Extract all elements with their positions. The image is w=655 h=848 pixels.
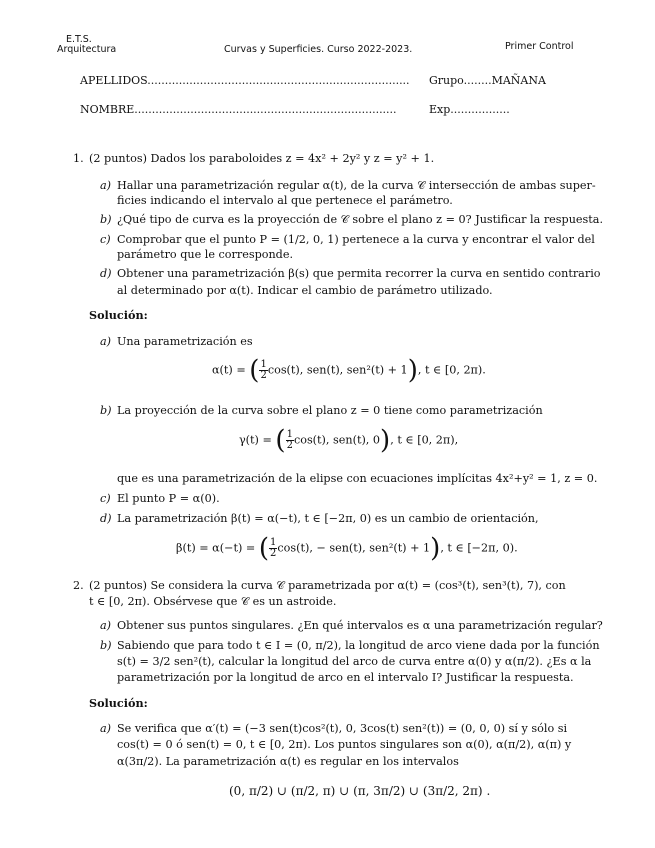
exp-field: Exp................. [429, 103, 510, 116]
eq-d-rparen: ) [430, 533, 441, 564]
problem1-number: 1. [73, 152, 84, 165]
p2-item-b-label: b) [100, 639, 112, 652]
p1-item-d-line2: al determinado por α(t). Indicar el cambio de parámetro utilizado. [117, 284, 493, 297]
eq-a-rparen: ) [407, 355, 418, 386]
p2-item-b-line1: Sabiendo que para todo t ∈ I = (0, π/2), la longitud de arco viene dada por la función [117, 639, 600, 652]
p2-sol-a-line2: cos(t) = 0 ó sen(t) = 0, t ∈ [0, 2π). Los puntos singulares son α(0), α(π/2), α(π) y [117, 738, 572, 751]
problem1-intro: (2 puntos) Dados los paraboloides z = 4x² + 2y² y z = y² + 1. [89, 152, 435, 165]
p1-sol-d-equation [176, 533, 518, 564]
p1-item-c-label: c) [100, 233, 111, 246]
intervals-period: . [486, 784, 491, 798]
eq-d-fraction: $\frac{1}{2}$ [269, 537, 277, 559]
p1-sol-c-text: El punto P = α(0). [117, 492, 220, 505]
p1-sol-d-label: d) [100, 512, 112, 525]
eq-d-tail: , t ∈ [−2π, 0). [440, 541, 518, 555]
p1-item-b-label: b) [100, 213, 112, 226]
p1-item-a-line2: ficies indicando el intervalo al que pertenece el parámetro. [117, 194, 453, 207]
eq-a-lparen: ( [249, 355, 260, 386]
eq-a-lhs: α(t) = [212, 363, 246, 377]
p1-item-b-line1: ¿Qué tipo de curva es la proyección de 𝒞 sobre el plano z = 0? Justificar la respuesta. [117, 213, 603, 226]
grupo-field: Grupo........MAÑANA [429, 74, 546, 87]
nombre-field: NOMBRE........................................................................... [80, 103, 397, 116]
p2-intervals [229, 783, 490, 799]
eq-b-fraction: $\frac{1}{2}$ [286, 429, 293, 451]
p2-sol-a-line1: Se verifica que α′(t) = (−3 sen(t)cos²(t), 0, 3cos(t) sen²(t)) = (0, 0, 0) sí y sólo si [117, 722, 568, 735]
eq-b-tail: , t ∈ [0, 2π), [390, 433, 459, 447]
p1-sol-d-text: La parametrización β(t) = α(−t), t ∈ [−2π, 0) es un cambio de orientación, [117, 512, 539, 525]
p1-item-d-label: d) [100, 267, 112, 280]
p1-item-d-line1: Obtener una parametrización β(s) que permita recorrer la curva en sentido contrario [117, 267, 601, 280]
eq-a-body: cos(t), sen(t), sen²(t) + 1 [267, 363, 408, 377]
union-2: ∪ [339, 784, 350, 798]
p1-item-c-line1: Comprobar que el punto P = (1/2, 0, 1) pertenece a la curva y encontrar el valor del [117, 233, 595, 246]
school-line1: E.T.S. [66, 34, 92, 45]
p1-sol-b-label: b) [100, 404, 112, 417]
p2-item-b-line2: s(t) = 3/2 sen²(t), calcular la longitud del arco de curva entre α(0) y α(π/2). ¿Es α la [117, 655, 592, 668]
p1-item-c-line2: parámetro que le corresponde. [117, 248, 294, 261]
apellidos-field: APELLIDOS........................................................................... [80, 74, 410, 87]
p2-item-a-line1: Obtener sus puntos singulares. ¿En qué intervalos es α una parametrización regular? [117, 619, 603, 632]
p2-item-a-label: a) [100, 619, 112, 632]
p1-sol-a-text: Una parametrización es [117, 335, 253, 348]
p1-sol-b-equation [239, 425, 459, 456]
interval-1: (0, π/2) [229, 784, 274, 798]
exam-title: Primer Control [505, 41, 574, 52]
eq-d-body: cos(t), − sen(t), sen²(t) + 1 [277, 541, 431, 555]
union-3: ∪ [409, 784, 420, 798]
problem2-number: 2. [73, 579, 84, 592]
problem2-intro-line1: (2 puntos) Se considera la curva 𝒞 parametrizada por α(t) = (cos³(t), sen³(t), 7), con [89, 579, 566, 592]
p2-sol-a-label: a) [100, 722, 112, 735]
union-1: ∪ [277, 784, 288, 798]
school-line2: Arquitectura [57, 44, 117, 55]
p2-solution-title: Solución: [89, 696, 148, 710]
interval-2: (π/2, π) [290, 784, 336, 798]
p1-sol-b-after: que es una parametrización de la elipse con ecuaciones implícitas 4x²+y² = 1, z = 0. [117, 472, 598, 485]
p1-sol-c-label: c) [100, 492, 111, 505]
p1-sol-a-equation [212, 355, 486, 386]
eq-b-body: cos(t), sen(t), 0 [293, 433, 381, 447]
p2-item-b-line3: parametrización por la longitud de arco en el intervalo I? Justificar la respuesta. [117, 671, 574, 684]
eq-a-tail: , t ∈ [0, 2π). [417, 363, 486, 377]
p1-solution-title: Solución: [89, 308, 148, 322]
eq-b-lparen: ( [275, 425, 286, 456]
eq-b-lhs: γ(t) = [239, 433, 272, 447]
p1-item-a-label: a) [100, 179, 112, 192]
course-title: Curvas y Superficies. Curso 2022-2023. [224, 44, 413, 55]
problem2-intro-line2: t ∈ [0, 2π). Obsérvese que 𝒞 es un astroide. [89, 595, 337, 608]
p1-sol-b-text: La proyección de la curva sobre el plano z = 0 tiene como parametrización [117, 404, 543, 417]
eq-b-rparen: ) [380, 425, 391, 456]
p1-item-a-line1: Hallar una parametrización regular α(t), de la curva 𝒞 intersección de ambas super- [117, 179, 596, 192]
p2-sol-a-line3: α(3π/2). La parametrización α(t) es regular en los intervalos [117, 755, 459, 768]
p1-sol-a-label: a) [100, 335, 112, 348]
interval-3: (π, 3π/2) [353, 784, 406, 798]
eq-d-lhs: β(t) = α(−t) = [176, 541, 256, 555]
eq-d-lparen: ( [258, 533, 269, 564]
eq-a-fraction: $\frac{1}{2}$ [260, 359, 267, 381]
interval-4: (3π/2, 2π) [422, 784, 483, 798]
